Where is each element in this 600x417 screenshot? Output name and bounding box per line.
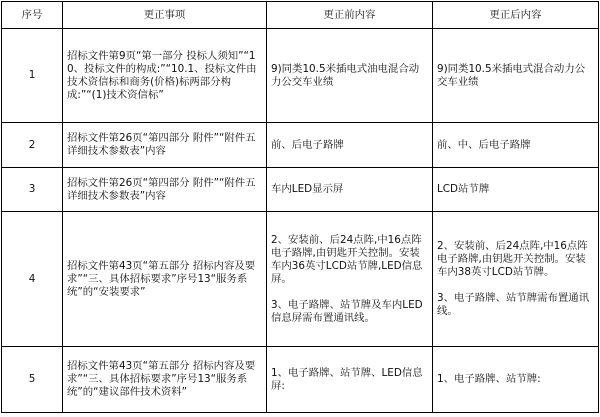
correction-table	[1, 1, 599, 413]
row-after	[433, 29, 599, 123]
row-index: 4	[2, 212, 63, 347]
row-index: 1	[2, 29, 63, 123]
header-item: 更正事项	[63, 2, 267, 29]
row-before	[267, 168, 433, 212]
row-item: 招标文件第9页“第一部分 投标人须知”“10、投标文件的构成:”“10.1、投标文件由技术资信标和商务(价格)标两部分构成:”“(1)技术资信标”	[63, 29, 267, 123]
header-before: 更正前内容	[267, 2, 433, 29]
table-row	[2, 212, 599, 347]
row-item: 招标文件第26页“第四部分 附件”“附件五 详细技术参数表”内容	[63, 123, 267, 168]
after-text: 3、电子路牌、站节牌需布置通讯线。	[437, 292, 590, 317]
row-item: 招标文件第43页“第五部分 招标内容及要求”“三、具体招标要求”序号13“服务系统”的“建议部件技术资料”	[63, 347, 267, 413]
table-row	[2, 123, 599, 168]
row-before	[267, 29, 433, 123]
header-after: 更正后内容	[433, 2, 599, 29]
row-before	[267, 123, 433, 168]
row-after	[433, 347, 599, 413]
after-text: 9)同类10.5米插电式混合动力公交车业绩	[437, 62, 586, 88]
after-text: 2、安装前、后24点阵,中16点阵电子路牌,由钥匙开关控制。安装车内38英寸LCD站节牌。	[437, 240, 588, 278]
before-text: 9)同类10.5米插电式油电混合动力公交车业绩	[271, 62, 420, 88]
row-before	[267, 212, 433, 347]
before-text: 2、安装前、后24点阵,中16点阵电子路牌,由钥匙开关控制。安装车内36英寸LCD站节牌,LED信息屏。	[271, 233, 423, 285]
row-after	[433, 123, 599, 168]
header-index: 序号	[2, 2, 63, 29]
before-text: 1、电子路牌、站节牌、LED信息屏:	[271, 366, 423, 392]
row-after	[433, 212, 599, 347]
row-after	[433, 168, 599, 212]
row-item: 招标文件第43页“第五部分 招标内容及要求”“三、具体招标要求”序号13“服务系统”的“安装要求”	[63, 212, 267, 347]
row-before	[267, 347, 433, 413]
before-text: 车内LED显示屏	[271, 183, 344, 195]
row-index: 5	[2, 347, 63, 413]
row-index: 2	[2, 123, 63, 168]
row-index: 3	[2, 168, 63, 212]
before-text: 3、电子路牌、站节牌及车内LED信息屏需布置通讯线。	[271, 298, 423, 324]
after-text: 1、电子路牌、站节牌:	[437, 373, 541, 385]
header-row	[2, 2, 599, 29]
before-text: 前、后电子路牌	[271, 138, 344, 151]
row-item: 招标文件第26页“第四部分 附件”“附件五 详细技术参数表”内容	[63, 168, 267, 212]
table-row	[2, 29, 599, 123]
after-text: 前、中、后电子路牌	[437, 138, 531, 151]
table-row	[2, 168, 599, 212]
after-text: LCD站节牌	[437, 183, 490, 195]
table-row	[2, 347, 599, 413]
